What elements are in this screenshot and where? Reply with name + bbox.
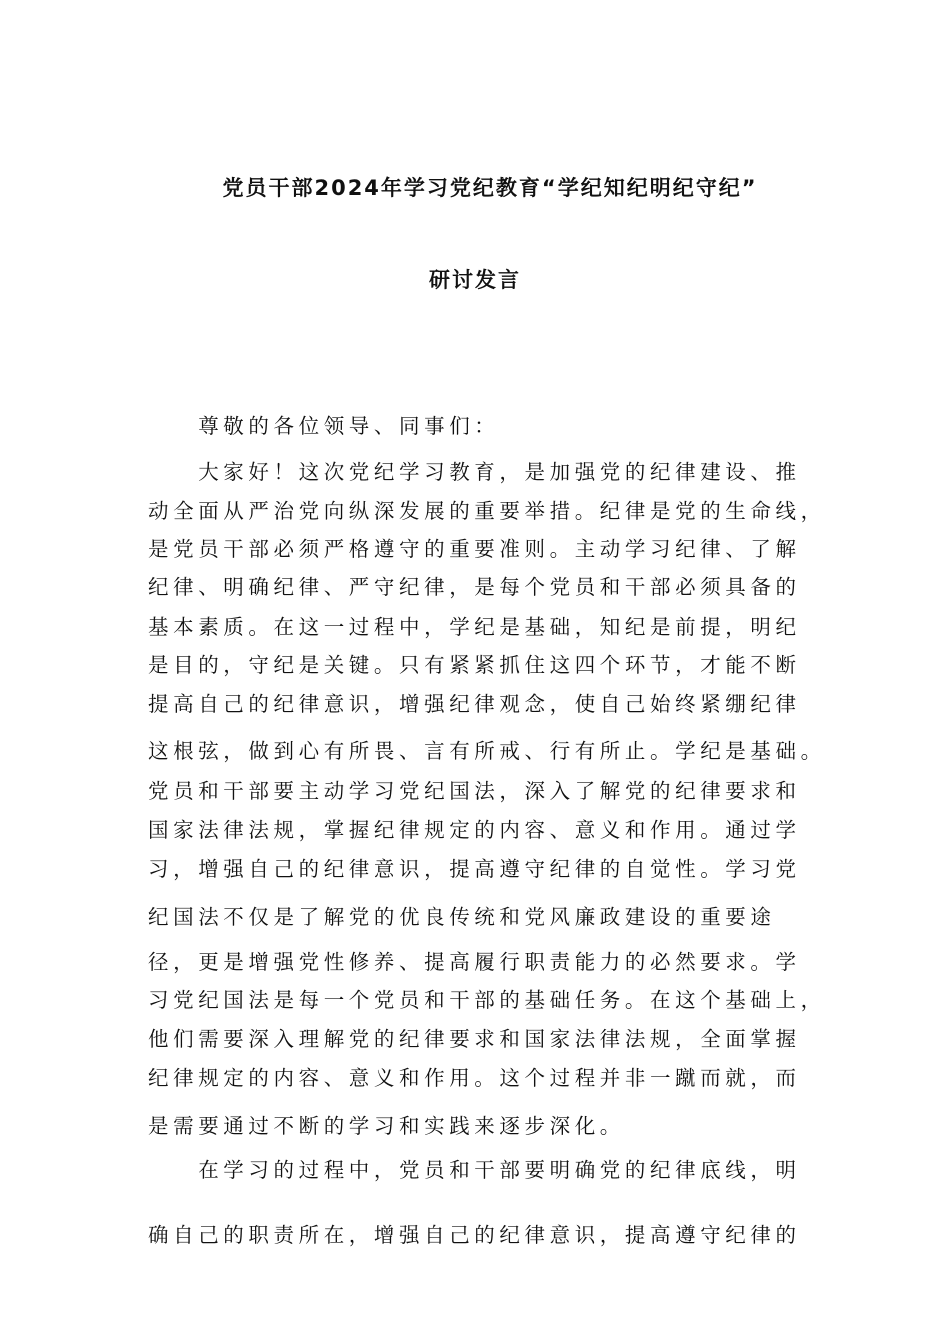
body-line: 是需要通过不断的学习和实践来逐步深化。: [148, 1114, 625, 1138]
body-line: 纪律规定的内容、意义和作用。这个过程并非一蹴而就，而: [148, 1066, 801, 1090]
body-line: 确自己的职责所在，增强自己的纪律意识，提高遵守纪律的: [148, 1223, 801, 1247]
body-line: 党员和干部要主动学习党纪国法，深入了解党的纪律要求和: [148, 779, 801, 803]
body-line: 基本素质。在这一过程中，学纪是基础，知纪是前提，明纪: [148, 615, 801, 639]
body-line: 纪律、明确纪律、严守纪律，是每个党员和干部必须具备的: [148, 575, 801, 599]
body-line: 是目的，守纪是关键。只有紧紧抓住这四个环节，才能不断: [148, 653, 801, 677]
body-line: 动全面从严治党向纵深发展的重要举措。纪律是党的生命线，: [148, 499, 826, 523]
body-line: 习党纪国法是每一个党员和干部的基础任务。在这个基础上，: [148, 988, 826, 1012]
document-title: 党员干部2024年学习党纪教育“学纪知纪明纪守纪”: [222, 176, 758, 200]
document-subtitle: 研讨发言: [429, 268, 521, 292]
body-line: 径，更是增强党性修养、提高履行职责能力的必然要求。学: [148, 950, 801, 974]
body-line: 纪国法不仅是了解党的优良传统和党风廉政建设的重要途: [148, 905, 776, 929]
body-line: 尊敬的各位领导、同事们：: [148, 414, 500, 438]
body-line: 这根弦，做到心有所畏、言有所戒、行有所止。学纪是基础。: [148, 739, 826, 763]
body-line: 提高自己的纪律意识，增强纪律观念，使自己始终紧绷纪律: [148, 692, 801, 716]
body-line: 习，增强自己的纪律意识，提高遵守纪律的自觉性。学习党: [148, 857, 801, 881]
body-line: 大家好！这次党纪学习教育，是加强党的纪律建设、推: [148, 460, 801, 484]
body-line: 他们需要深入理解党的纪律要求和国家法律法规，全面掌握: [148, 1027, 801, 1051]
body-line: 在学习的过程中，党员和干部要明确党的纪律底线，明: [148, 1158, 801, 1182]
body-line: 国家法律法规，掌握纪律规定的内容、意义和作用。通过学: [148, 818, 801, 842]
body-line: 是党员干部必须严格遵守的重要准则。主动学习纪律、了解: [148, 537, 801, 561]
